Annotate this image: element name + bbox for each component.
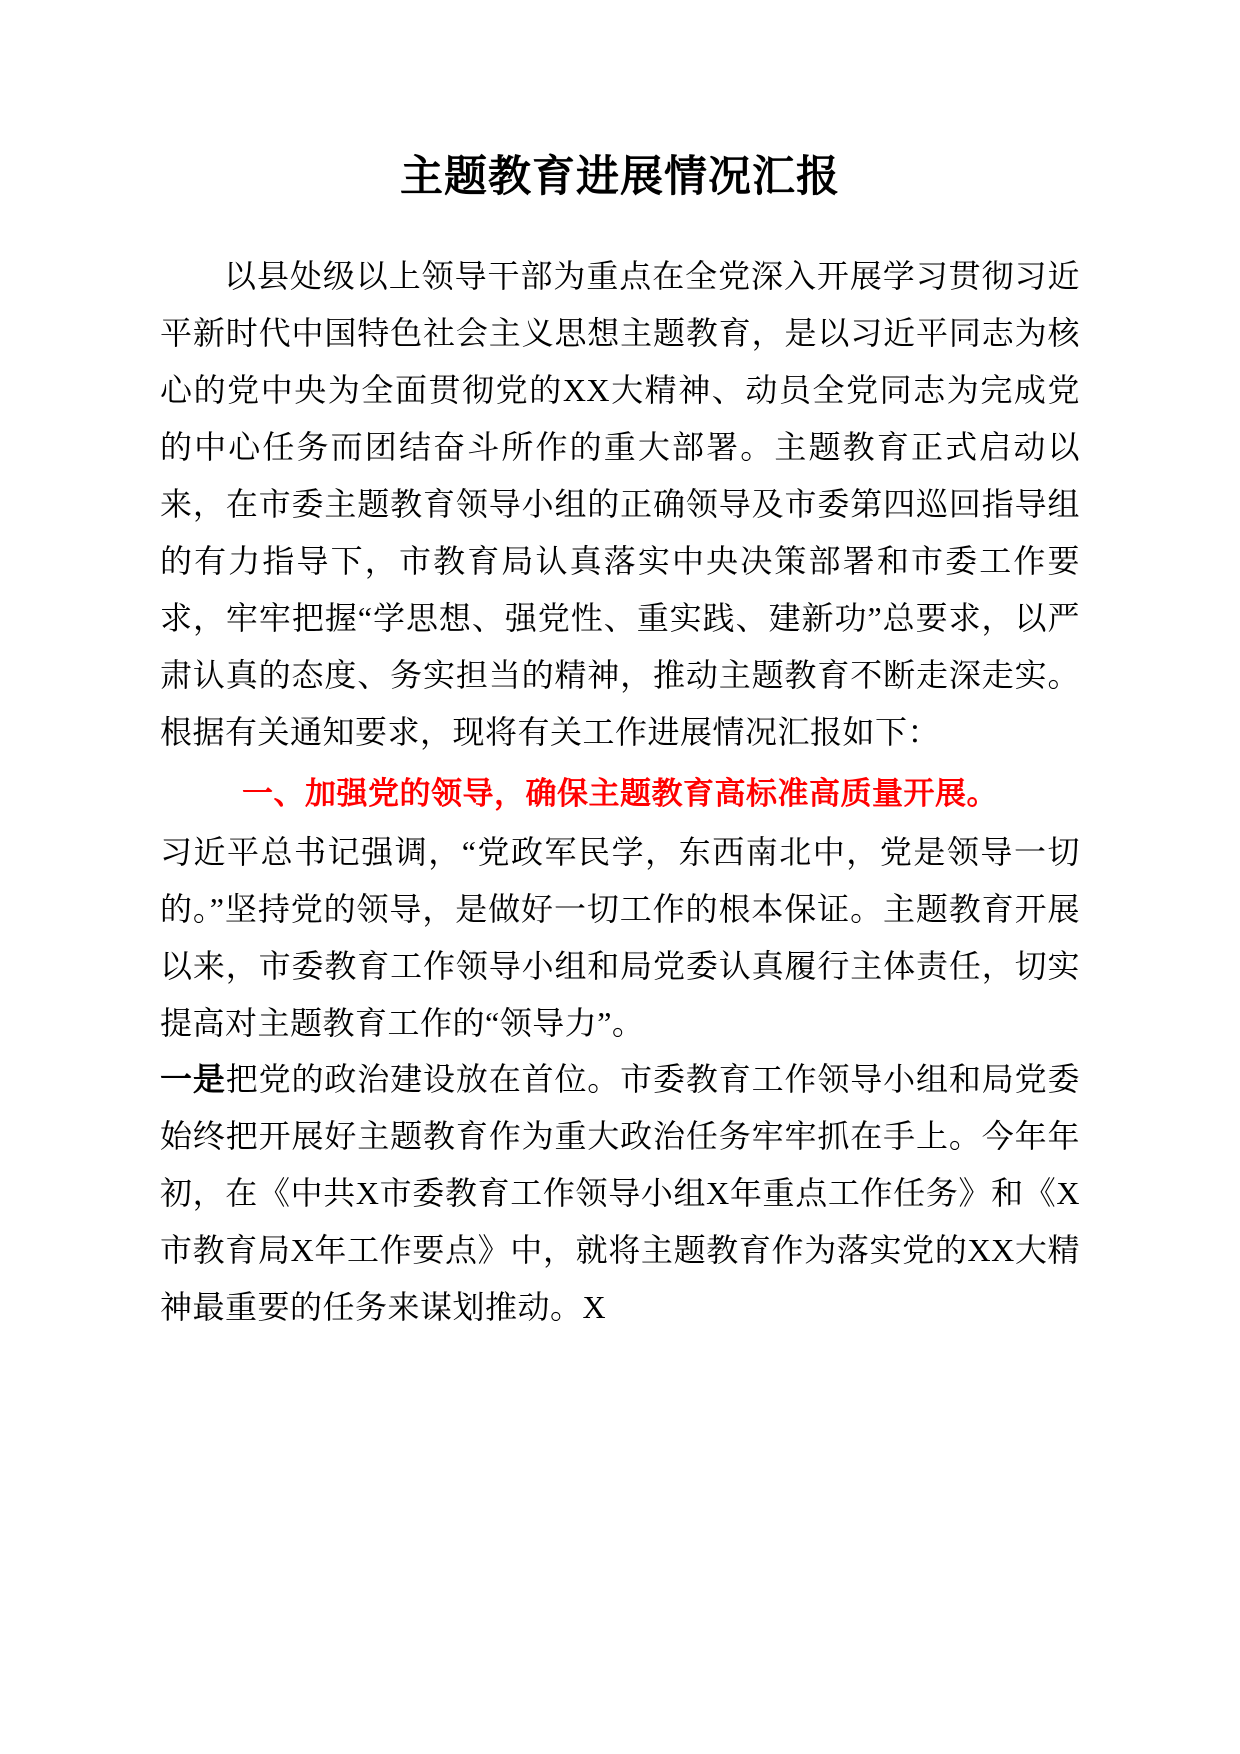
page-title: 主题教育进展情况汇报 [400, 153, 840, 201]
subsection-one-first [160, 1051, 1080, 1336]
section-body-one: 习近平总书记强调，“党政军民学，东西南北中，党是领导一切的。”坚持党的领导，是做好一切工作的根本保证。主题教育开展以来，市委教育工作领导小组和局党委认真履行主体责任，切实提高对主题教育工作的“领导力”。 [160, 833, 1080, 1041]
paragraph-intro: 以县处级以上领导干部为重点在全党深入开展学习贯彻习近平新时代中国特色社会主义思想主题教育，是以习近平同志为核心的党中央为全面贯彻党的XX大精神、动员全党同志为完成党的中心任务而团结奋斗所作的重大部署。主题教育正式启动以来，在市委主题教育领导小组的正确领导及市委第四巡回指导组的有力指导下，市教育局认真落实中央决策部署和市委工作要求，牢牢把握“学思想、强党性、重实践、建新功”总要求，以严肃认真的态度、务实担当的精神，推动主题教育不断走深走实。根据有关通知要求，现将有关工作进展情况汇报如下： [160, 257, 1080, 750]
subsection-lead-label: 一是 [160, 1061, 226, 1098]
section-heading-one: 一、加强党的领导，确保主题教育高标准高质量开展。 [242, 776, 998, 812]
subsection-body-text: 把党的政治建设放在首位。市委教育工作领导小组和局党委始终把开展好主题教育作为重大政治任务牢牢抓在手上。今年年初，在《中共X市委教育工作领导小组X年重点工作任务》和《X市教育局X年工作要点》中，就将主题教育作为落实党的XX大精神最重要的任务来谋划推动。X [160, 1061, 1080, 1326]
